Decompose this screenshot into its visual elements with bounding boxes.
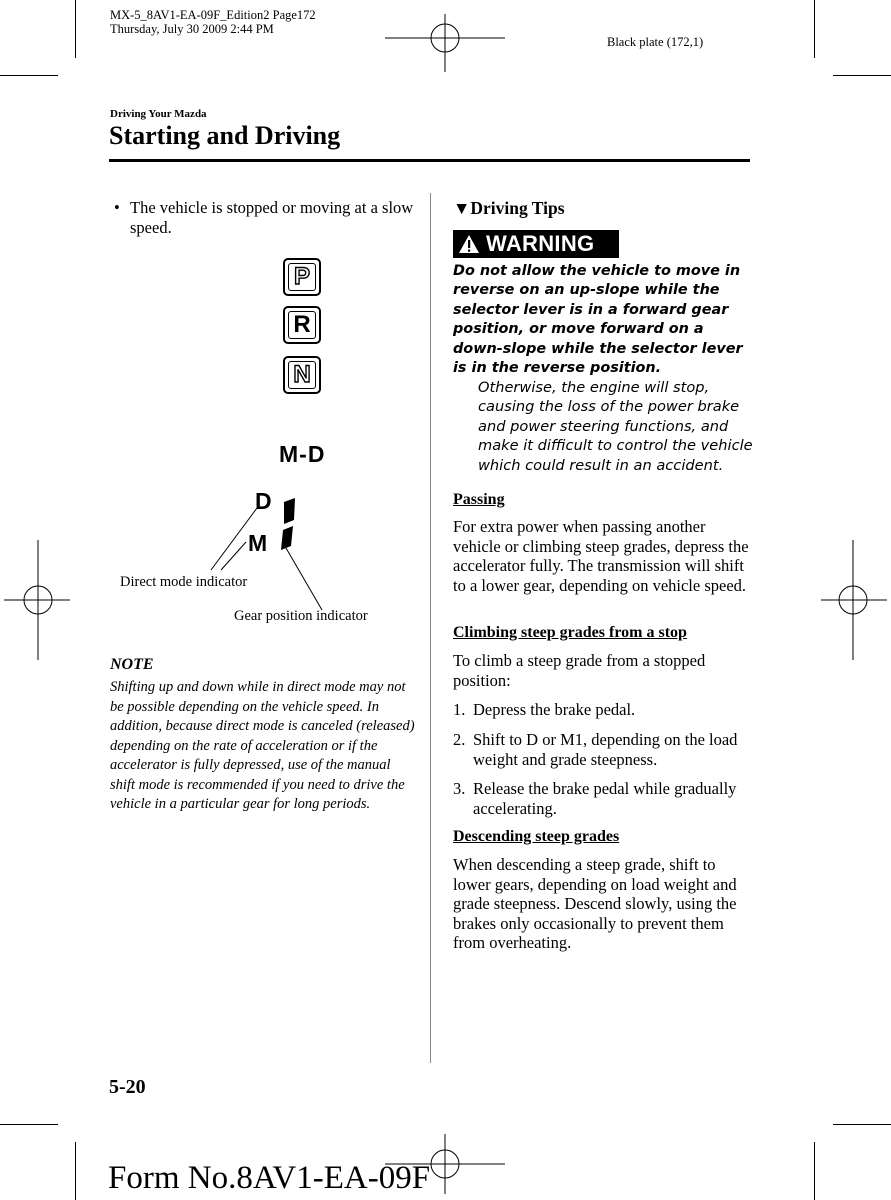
driving-tips-heading	[453, 198, 565, 219]
climbing-heading: Climbing steep grades from a stop	[453, 624, 687, 641]
crop-mark	[814, 1142, 815, 1200]
crop-mark	[833, 75, 891, 76]
triangle-down-icon: ▼	[453, 198, 471, 218]
gear-r-indicator	[283, 306, 321, 344]
column-divider	[430, 193, 431, 1063]
warning-icon	[458, 234, 480, 254]
page-title: Starting and Driving	[109, 121, 341, 150]
direct-indicator-m: M	[248, 530, 268, 556]
bullet-icon: •	[114, 198, 120, 217]
indicator-diagram	[200, 490, 340, 620]
crop-mark	[814, 0, 815, 58]
page-number: 5-20	[109, 1076, 146, 1098]
crop-mark	[75, 0, 76, 58]
warning-body-text: Otherwise, the engine will stop, causing the loss of the power brake and power steering functions, and make it difficult to control the vehicle which could result in an accident.	[478, 379, 753, 474]
md-label: M-D	[279, 441, 326, 467]
gear-n-indicator	[283, 356, 321, 394]
list-item	[453, 779, 753, 818]
note-heading: NOTE	[110, 656, 154, 673]
list-text: Release the brake pedal while gradually accelerating.	[473, 779, 737, 818]
descending-heading: Descending steep grades	[453, 828, 620, 845]
registration-mark-top	[385, 0, 505, 80]
gear-segment-upper	[284, 498, 295, 524]
gear-r-letter: R	[293, 311, 311, 338]
section-label: Driving Your Mazda	[110, 108, 207, 120]
list-number: 3.	[453, 779, 466, 798]
list-text: Shift to D or M1, depending on the load weight and grade steepness.	[473, 730, 738, 769]
passing-body: For extra power when passing another vehicle or climbing steep grades, depress the accelerator fully. The transmission will shift to a lower gear, depending on vehicle speed.	[453, 517, 749, 595]
descending-body: When descending a steep grade, shift to lower gears, depending on load weight and grade steepness. Descend slowly, using the brakes only occasionally to prevent them from overheating.	[453, 855, 737, 952]
crop-mark	[0, 75, 58, 76]
registration-mark-left	[0, 540, 70, 660]
list-number: 2.	[453, 730, 466, 749]
gear-segment-lower	[281, 526, 293, 550]
bullet-item	[114, 198, 414, 237]
list-number: 1.	[453, 700, 466, 719]
list-item	[453, 730, 753, 769]
warning-banner	[453, 230, 619, 258]
note-body: Shifting up and down while in direct mode may not be possible depending on the vehicle speed. In addition, because direct mode is canceled (released) depending on the rate of acceleration or if the accelerator is fully depressed, use of the manual shift mode is recommended if you need to drive the vehicle in a particular gear for long periods.	[110, 679, 415, 812]
print-header-date: Thursday, July 30 2009 2:44 PM	[110, 22, 274, 36]
bullet-text: The vehicle is stopped or moving at a slow speed.	[130, 198, 414, 237]
gear-p-letter: P	[293, 263, 310, 290]
direct-indicator-d: D	[255, 488, 272, 514]
leader-line-gear	[286, 548, 322, 610]
title-rule	[109, 159, 750, 162]
form-number: Form No.8AV1-EA-09F	[108, 1160, 431, 1196]
list-item	[453, 700, 753, 720]
warning-bold-text: Do not allow the vehicle to move in reverse on an up-slope while the selector lever is in a forward gear position, or move forward on a down-slope while the selector lever is in the reverse position.	[453, 263, 743, 377]
list-text: Depress the brake pedal.	[473, 700, 636, 719]
warning-label: WARNING	[486, 231, 595, 256]
crop-mark	[0, 1124, 58, 1125]
gear-n-letter: N	[293, 361, 311, 388]
print-header-file: MX-5_8AV1-EA-09F_Edition2 Page172	[110, 8, 316, 22]
climbing-intro: To climb a steep grade from a stopped position:	[453, 651, 706, 690]
driving-tips-label: Driving Tips	[470, 198, 565, 218]
registration-mark-right	[821, 540, 891, 660]
leader-line-m	[221, 542, 246, 570]
passing-heading: Passing	[453, 491, 505, 508]
crop-mark	[75, 1142, 76, 1200]
leader-line-d	[211, 508, 257, 570]
caption-gear-position: Gear position indicator	[234, 608, 368, 624]
crop-mark	[833, 1124, 891, 1125]
print-header-plate: Black plate (172,1)	[607, 35, 704, 49]
gear-p-indicator	[283, 258, 321, 296]
caption-direct-mode: Direct mode indicator	[120, 574, 248, 590]
